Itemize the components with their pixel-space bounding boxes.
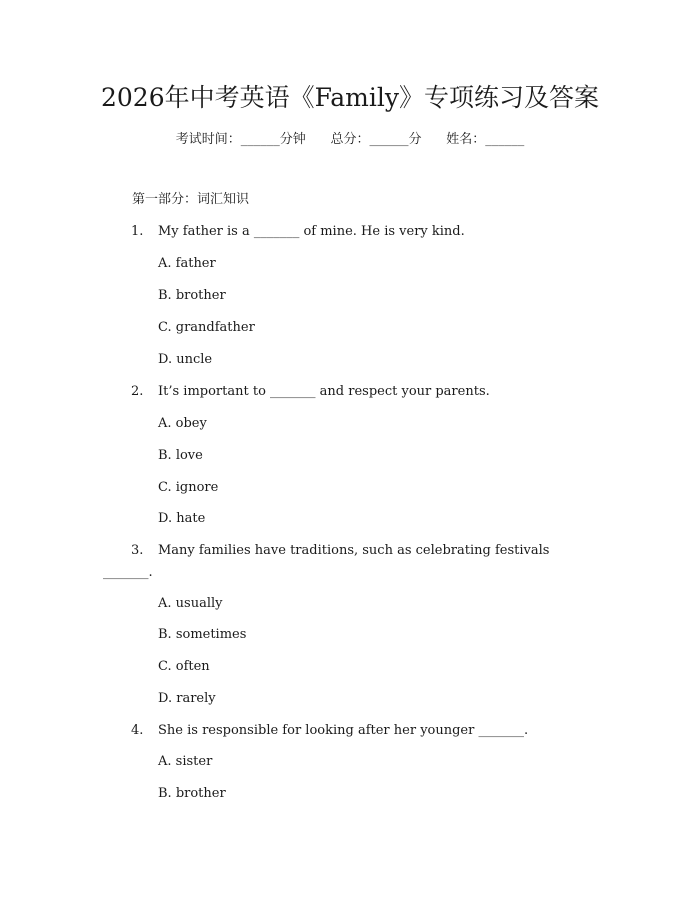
question-text: She is responsible for looking after her younger _______. — [158, 723, 529, 738]
option-d: D. hate — [158, 511, 206, 526]
option-a: A. sister — [158, 754, 213, 769]
question-text-continuation: _______. — [103, 565, 153, 580]
page-title: 2026年中考英语《Family》专项练习及答案 — [101, 83, 599, 112]
option-d: D. uncle — [158, 352, 213, 367]
exam-info-line: 考试时间：______分钟 总分：______分 姓名：______ — [175, 132, 525, 147]
question-text: My father is a _______ of mine. He is very kind. — [158, 224, 465, 239]
option-a: A. obey — [158, 416, 207, 431]
section-title: 第一部分：词汇知识 — [132, 192, 250, 207]
question-number: 3. — [131, 543, 144, 558]
option-b: B. sometimes — [158, 627, 247, 642]
question-text: Many families have traditions, such as celebrating festivals — [158, 543, 550, 558]
option-d: D. rarely — [158, 691, 216, 706]
question-text: It’s important to _______ and respect your parents. — [158, 384, 490, 399]
option-a: A. father — [158, 256, 216, 271]
option-b: B. brother — [158, 288, 226, 303]
option-c: C. grandfather — [158, 320, 255, 335]
option-b: B. brother — [158, 786, 226, 801]
question-number: 1. — [131, 224, 144, 239]
question-number: 2. — [131, 384, 144, 399]
option-a: A. usually — [158, 596, 223, 611]
option-c: C. often — [158, 659, 210, 674]
option-c: C. ignore — [158, 480, 219, 495]
option-b: B. love — [158, 448, 203, 463]
question-number: 4. — [131, 723, 144, 738]
